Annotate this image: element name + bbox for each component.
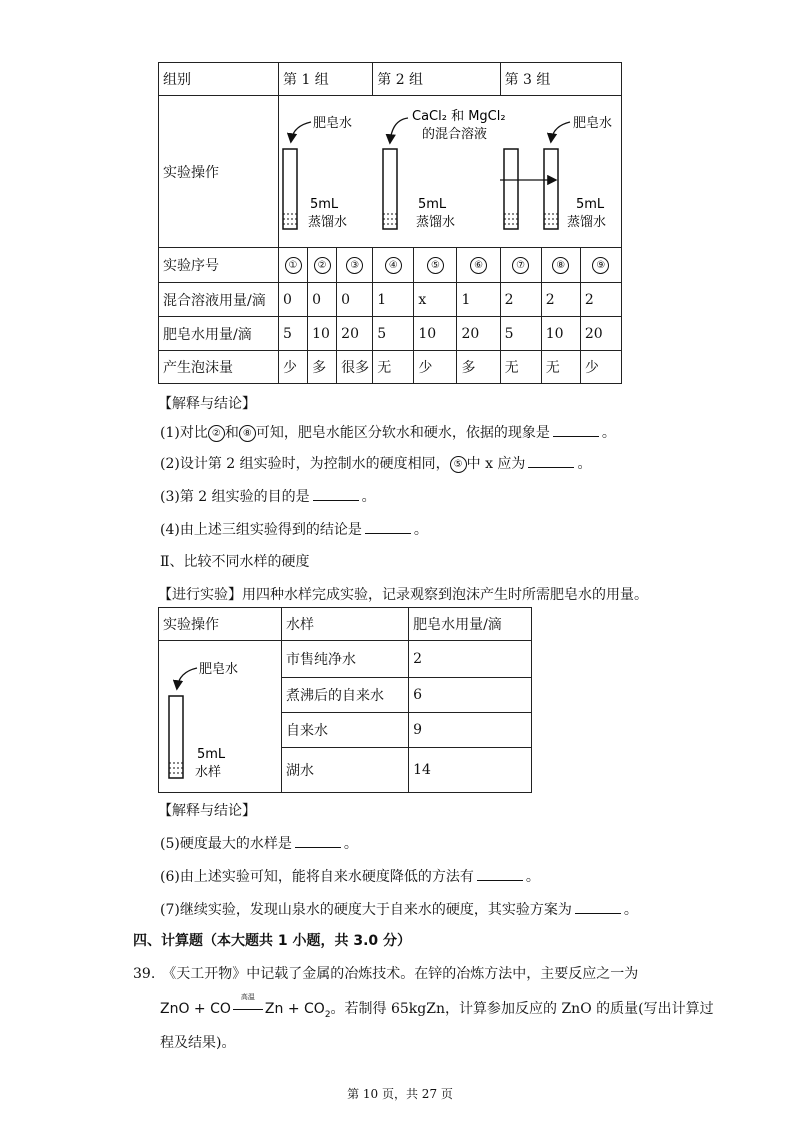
- question-39-line3: 程及结果)。: [160, 1035, 236, 1051]
- seq-cell: ⑧: [552, 257, 569, 274]
- header-group-3: 第 3 组: [500, 63, 621, 96]
- sample-cell: 自来水: [282, 713, 409, 748]
- label-water-1: 蒸馏水: [308, 215, 348, 230]
- mix-cell: 0: [337, 283, 373, 317]
- foam-cell: 无: [373, 351, 414, 384]
- equation-condition: 高温: [240, 993, 255, 1001]
- part2-title: Ⅱ、比较不同水样的硬度: [160, 554, 310, 570]
- water-sample-tube-diagram: [159, 644, 281, 790]
- test-tube-group-3: [544, 149, 558, 229]
- test-tube-group-2: [383, 149, 397, 229]
- label-mix-2: 的混合溶液: [422, 127, 488, 142]
- part2-intro: 【进行实验】用四种水样完成实验，记录观察到泡沫产生时所需肥皂水的用量。: [158, 587, 648, 603]
- arrow-icon: [177, 668, 197, 688]
- label-volume-1: 5mL: [310, 197, 339, 212]
- sample-cell: 煮沸后的自来水: [282, 678, 409, 713]
- t2-operation-figure: [159, 641, 282, 793]
- arrow-icon: [551, 122, 570, 141]
- soap-cell: 5: [373, 317, 414, 351]
- answer-blank[interactable]: [295, 835, 341, 848]
- part4-heading: 四、计算题（本大题共 1 小题，共 3.0 分）: [133, 933, 412, 949]
- question-3: (3)第 2 组实验的目的是 。: [160, 489, 376, 505]
- page-footer: 第 10 页，共 27 页: [347, 1087, 453, 1101]
- test-tube-2: [279, 149, 293, 229]
- seq-cell: ⑨: [592, 257, 609, 274]
- question-39-line2: ZnO + CO 高温 $Zn + CO_2$。若制得 65kgZn，计算参加反应的 ZnO 的质量(写出计算过: [160, 993, 714, 1020]
- foam-cell: 多: [457, 351, 500, 384]
- soap-cell: 10: [308, 317, 337, 351]
- row-label-mix: 混合溶液用量/滴: [159, 283, 279, 317]
- label-water-3: 蒸馏水: [567, 215, 607, 230]
- label-soap-t2: 肥皂水: [199, 661, 239, 677]
- label-sample-t2: 水样: [195, 764, 222, 780]
- section1-title: 【解释与结论】: [158, 396, 256, 412]
- header-group: 组别: [159, 63, 279, 96]
- experiment-table-2: [158, 607, 532, 793]
- t2-header-operation: 实验操作: [159, 608, 282, 641]
- label-water-2: 蒸馏水: [416, 215, 456, 230]
- section2-title: 【解释与结论】: [158, 803, 256, 819]
- label-soap-3: 肥皂水: [573, 116, 613, 131]
- question-2: (2)设计第 2 组实验时，为控制水的硬度相同， ⑤ 中 x 应为 。: [160, 456, 592, 472]
- answer-blank[interactable]: [477, 868, 523, 881]
- foam-cell: 多: [308, 351, 337, 384]
- mix-cell: 2: [580, 283, 621, 317]
- arrow-icon: [291, 122, 311, 141]
- amount-cell: 6: [409, 678, 532, 713]
- seq-cell: ⑤: [427, 257, 444, 274]
- answer-blank[interactable]: [365, 521, 411, 534]
- mix-cell: x: [414, 283, 457, 317]
- soap-cell: 20: [337, 317, 373, 351]
- row-mix: [159, 283, 622, 317]
- arrow-icon: [390, 118, 408, 142]
- t2-header-sample: 水样: [282, 608, 409, 641]
- row-label-seq: 实验序号: [159, 248, 279, 283]
- sample-cell: 市售纯净水: [282, 641, 409, 678]
- mix-cell: 2: [500, 283, 541, 317]
- seq-cell: ⑦: [512, 257, 529, 274]
- sample-cell: 湖水: [282, 748, 409, 793]
- row-label-soap: 肥皂水用量/滴: [159, 317, 279, 351]
- seq-cell: ②: [314, 257, 331, 274]
- amount-cell: 9: [409, 713, 532, 748]
- answer-blank[interactable]: [528, 455, 574, 468]
- row-seq: [159, 248, 622, 283]
- question-6: (6)由上述实验可知，能将自来水硬度降低的方法有 。: [160, 869, 540, 885]
- answer-blank[interactable]: [575, 901, 621, 914]
- group2-3-figure: [370, 96, 622, 247]
- row-foam: [159, 351, 622, 384]
- answer-blank[interactable]: [553, 424, 599, 437]
- mix-cell: 0: [279, 283, 308, 317]
- soap-cell: 10: [414, 317, 457, 351]
- seq-cell: ④: [385, 257, 402, 274]
- soap-cell: 5: [279, 317, 308, 351]
- soap-cell: 20: [457, 317, 500, 351]
- row-soap: [159, 317, 622, 351]
- question-7: (7)继续实验，发现山泉水的硬度大于自来水的硬度，其实验方案为 。: [160, 902, 638, 918]
- mix-cell: 0: [308, 283, 337, 317]
- mix-cell: 1: [373, 283, 414, 317]
- foam-cell: 少: [279, 351, 308, 384]
- label-volume-t2: 5mL: [197, 746, 226, 762]
- seq-cell: ①: [285, 257, 302, 274]
- soap-cell: 5: [500, 317, 541, 351]
- equation: ZnO + CO 高温 $Zn + CO_2$: [160, 993, 331, 1020]
- question-39-line1: 39. 《天工开物》中记载了金属的冶炼技术。在锌的冶炼方法中，主要反应之一为: [133, 966, 639, 982]
- test-tube-1: [283, 149, 297, 229]
- soap-cell: 20: [580, 317, 621, 351]
- foam-cell: 无: [541, 351, 580, 384]
- label-volume-2: 5mL: [418, 197, 447, 212]
- operation-label: 实验操作: [159, 96, 279, 248]
- t2-header-amount: 肥皂水用量/滴: [409, 608, 532, 641]
- label-mix-1: CaCl₂ 和 MgCl₂: [412, 109, 506, 124]
- foam-cell: 少: [414, 351, 457, 384]
- question-5: (5)硬度最大的水样是 。: [160, 836, 358, 852]
- label-volume-3: 5mL: [576, 197, 605, 212]
- seq-cell: ⑥: [470, 257, 487, 274]
- question-1: (1)对比 ② 和 ⑧ 可知，肥皂水能区分软水和硬水，依据的现象是 。: [160, 425, 616, 441]
- mix-cell: 2: [541, 283, 580, 317]
- header-group-1: 第 1 组: [279, 63, 373, 96]
- soap-cell: 10: [541, 317, 580, 351]
- label-soap-1: 肥皂水: [313, 116, 353, 131]
- foam-cell: 很多: [337, 351, 373, 384]
- amount-cell: 14: [409, 748, 532, 793]
- test-tube-sample: [169, 696, 183, 778]
- seq-cell: ③: [346, 257, 363, 274]
- amount-cell: 2: [409, 641, 532, 678]
- question-4: (4)由上述三组实验得到的结论是 。: [160, 522, 428, 538]
- header-group-2: 第 2 组: [373, 63, 500, 96]
- mix-cell: 1: [457, 283, 500, 317]
- answer-blank[interactable]: [313, 488, 359, 501]
- foam-cell: 少: [580, 351, 621, 384]
- foam-cell: 无: [500, 351, 541, 384]
- row-label-foam: 产生泡沫量: [159, 351, 279, 384]
